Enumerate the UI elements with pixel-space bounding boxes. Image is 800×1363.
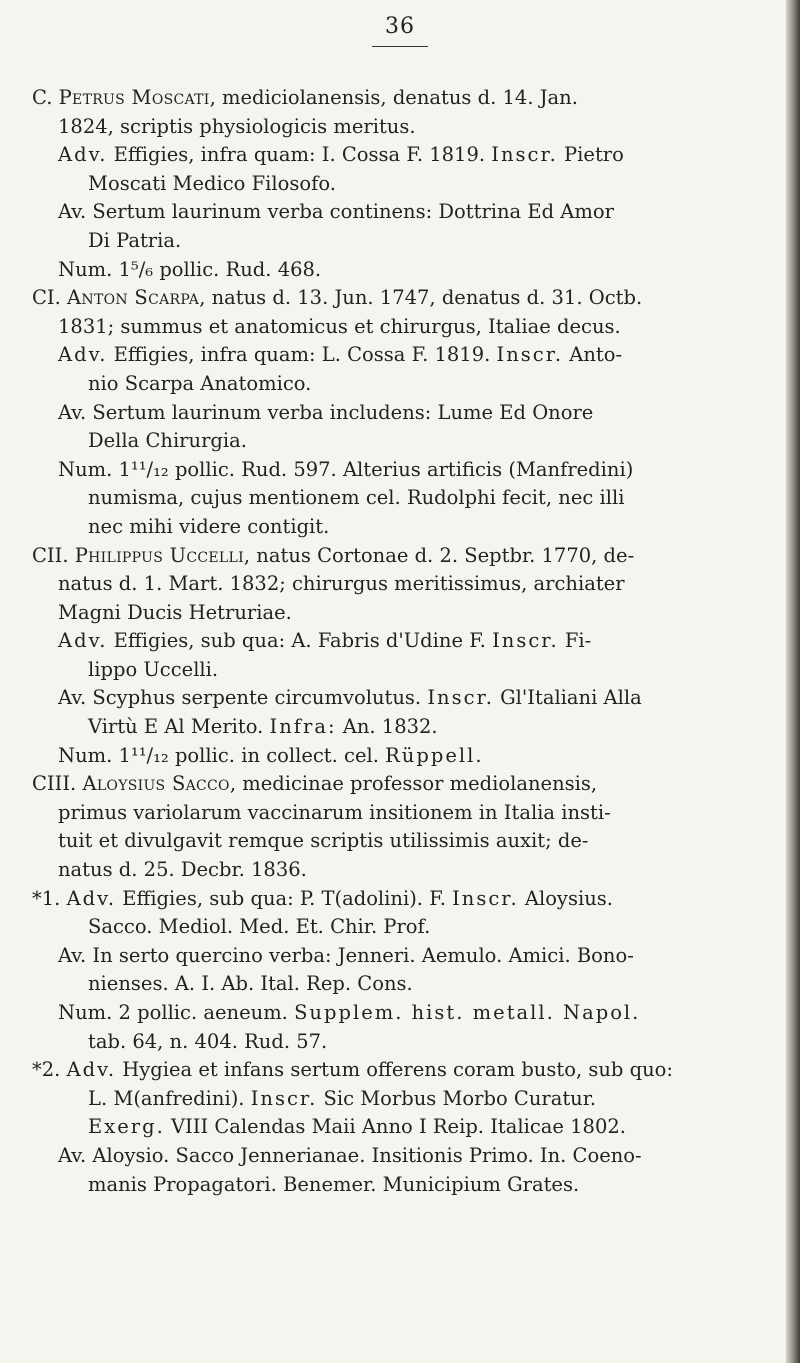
- adv-label: Adv.: [58, 143, 108, 167]
- reverse-cont: nienses. A. I. Ab. Ital. Rep. Cons.: [88, 972, 413, 996]
- reverse-line: Av. Sertum laurinum verba continens: Dottrina Ed Amor: [58, 200, 614, 224]
- exerg-label: Exerg.: [88, 1115, 165, 1139]
- entry-heading-cont: Magni Ducis Hetruriae.: [58, 600, 292, 624]
- entry-heading: [0, 542, 790, 571]
- obverse-line: [0, 341, 790, 370]
- size-text: Num. 1¹¹/₁₂ pollic. in collect. cel.: [58, 743, 386, 767]
- obverse-cont: Moscati Medico Filosofo.: [88, 171, 336, 195]
- adv-label: Adv.: [58, 343, 108, 367]
- entry-heading-text: , natus Cortonae d. 2. Septbr. 1770, de-: [243, 543, 635, 567]
- header-rule: [372, 46, 428, 47]
- subentry-mark: *1.: [32, 886, 61, 910]
- entry-heading-text: , natus d. 13. Jun. 1747, denatus d. 31. Octb.: [199, 286, 643, 310]
- person-name: Petrus Moscati: [58, 86, 210, 109]
- inscr-label: Inscr.: [491, 143, 558, 167]
- reverse-text: Av. Scyphus serpente circumvolutus.: [58, 686, 428, 710]
- inscr-label: Inscr.: [492, 629, 559, 653]
- reverse-cont: Della Chirurgia.: [88, 429, 247, 453]
- obverse-cont: nio Scarpa Anatomico.: [88, 371, 312, 395]
- size-line: Num. 1⁵/₆ pollic. Rud. 468.: [58, 257, 322, 281]
- inscr-label: Inscr.: [427, 686, 494, 710]
- collector-name: Rüppell.: [385, 743, 484, 767]
- entry-heading-text: , mediciolanensis, denatus d. 14. Jan.: [209, 86, 578, 109]
- adv-tail: Anto-: [563, 343, 623, 367]
- adv-text: L. M(anfredini).: [88, 1086, 251, 1110]
- obverse-cont: [0, 1085, 790, 1114]
- entry-heading: [0, 284, 790, 313]
- entry-cii: [0, 542, 790, 771]
- obverse-line: [0, 1056, 790, 1085]
- infra-label: Infra:: [269, 715, 337, 739]
- entry-heading-text: , medicinae professor mediolanensis,: [229, 772, 598, 796]
- inscr-label: Inscr.: [452, 886, 519, 910]
- reverse-cont: manis Propagatori. Benemer. Municipium Grates.: [88, 1172, 580, 1196]
- entry-heading-cont: primus variolarum vaccinarum insitionem in Italia insti-: [58, 800, 611, 824]
- person-name: Aloysius Sacco: [82, 772, 230, 796]
- size-cont: tab. 64, n. 404. Rud. 57.: [88, 1029, 328, 1053]
- obverse-cont: Sacco. Mediol. Med. Et. Chir. Prof.: [88, 915, 431, 939]
- entry-heading-cont: 1824, scriptis physiologicis meritus.: [58, 114, 416, 138]
- adv-text: Sic Morbus Morbo Curatur.: [317, 1086, 597, 1110]
- adv-tail: Pietro: [557, 143, 624, 167]
- adv-label: Adv.: [66, 1058, 117, 1082]
- reverse-line: Av. Sertum laurinum verba includens: Lume Ed Onore: [58, 400, 594, 424]
- entry-heading: [0, 770, 790, 799]
- reverse-line: Av. Aloysio. Sacco Jennerianae. Insitionis Primo. In. Coeno-: [58, 1143, 642, 1167]
- entry-numeral: CIII.: [32, 772, 77, 796]
- person-name: Anton Scarpa: [67, 286, 200, 310]
- adv-text: Hygiea et infans sertum offerens coram busto, sub quo:: [116, 1058, 673, 1082]
- reverse-cont: [0, 713, 790, 742]
- size-line: Num. 1¹¹/₁₂ pollic. Rud. 597. Alterius artificis (Manfredini): [58, 457, 634, 481]
- entry-numeral: C.: [32, 86, 53, 109]
- reference-text: Supplem. hist. metall. Napol.: [294, 1001, 641, 1024]
- inscr-label: Inscr.: [496, 343, 564, 367]
- entry-ciii: [0, 770, 790, 884]
- obverse-line: [0, 627, 790, 656]
- entry-heading-cont: natus d. 1. Mart. 1832; chirurgus meritissimus, archiater: [58, 572, 625, 596]
- adv-text: Effigies, sub qua: P. T(adolini). F.: [116, 886, 453, 910]
- obverse-line: [0, 885, 790, 914]
- adv-text: Effigies, infra quam: I. Cossa F. 1819.: [107, 143, 492, 167]
- size-cont: numisma, cujus mentionem cel. Rudolphi fecit, nec illi: [88, 486, 625, 510]
- adv-tail: Fi-: [558, 629, 592, 653]
- reverse-text: Virtù E Al Merito.: [88, 715, 270, 739]
- size-line: [0, 742, 790, 771]
- reverse-cont: Di Patria.: [88, 228, 182, 252]
- entry-numeral: CII.: [32, 543, 69, 567]
- subentry-2: [0, 1056, 790, 1199]
- adv-label: Adv.: [66, 886, 117, 910]
- entry-c: [0, 84, 790, 284]
- obverse-line: [0, 141, 790, 170]
- subentry-mark: *2.: [32, 1058, 61, 1082]
- reverse-line: Av. In serto quercino verba: Jenneri. Aemulo. Amici. Bono-: [58, 943, 634, 967]
- obverse-cont: lippo Uccelli.: [88, 657, 219, 681]
- page-number: 36: [385, 14, 415, 39]
- size-cont: nec mihi videre contigit.: [88, 514, 330, 538]
- entry-heading: [0, 84, 790, 113]
- exerg-text: VIII Calendas Maii Anno I Reip. Italicae 1802.: [164, 1115, 626, 1139]
- catalogue-text: [0, 84, 790, 1199]
- adv-tail: Aloysius.: [518, 886, 613, 910]
- entry-numeral: CI.: [32, 286, 61, 310]
- size-text: Num. 2 pollic. aeneum.: [58, 1001, 295, 1024]
- adv-text: Effigies, sub qua: A. Fabris d'Udine F.: [107, 629, 493, 653]
- size-line: [0, 999, 790, 1028]
- entry-heading-cont: tuit et divulgavit remque scriptis utilissimis auxit; de-: [58, 829, 589, 853]
- entry-heading-cont: 1831; summus et anatomicus et chirurgus, Italiae decus.: [58, 314, 621, 338]
- inscr-label: Inscr.: [250, 1086, 318, 1110]
- reverse-text: Gl'Italiani Alla: [493, 686, 642, 710]
- entry-heading-cont: natus d. 25. Decbr. 1836.: [58, 858, 307, 882]
- reverse-text: An. 1832.: [336, 715, 438, 739]
- exergue-line: [0, 1113, 790, 1142]
- adv-label: Adv.: [58, 629, 108, 653]
- adv-text: Effigies, infra quam: L. Cossa F. 1819.: [107, 343, 497, 367]
- person-name: Philippus Uccelli: [74, 543, 244, 567]
- entry-ci: [0, 284, 790, 541]
- reverse-line: [0, 684, 790, 713]
- subentry-1: [0, 885, 790, 1057]
